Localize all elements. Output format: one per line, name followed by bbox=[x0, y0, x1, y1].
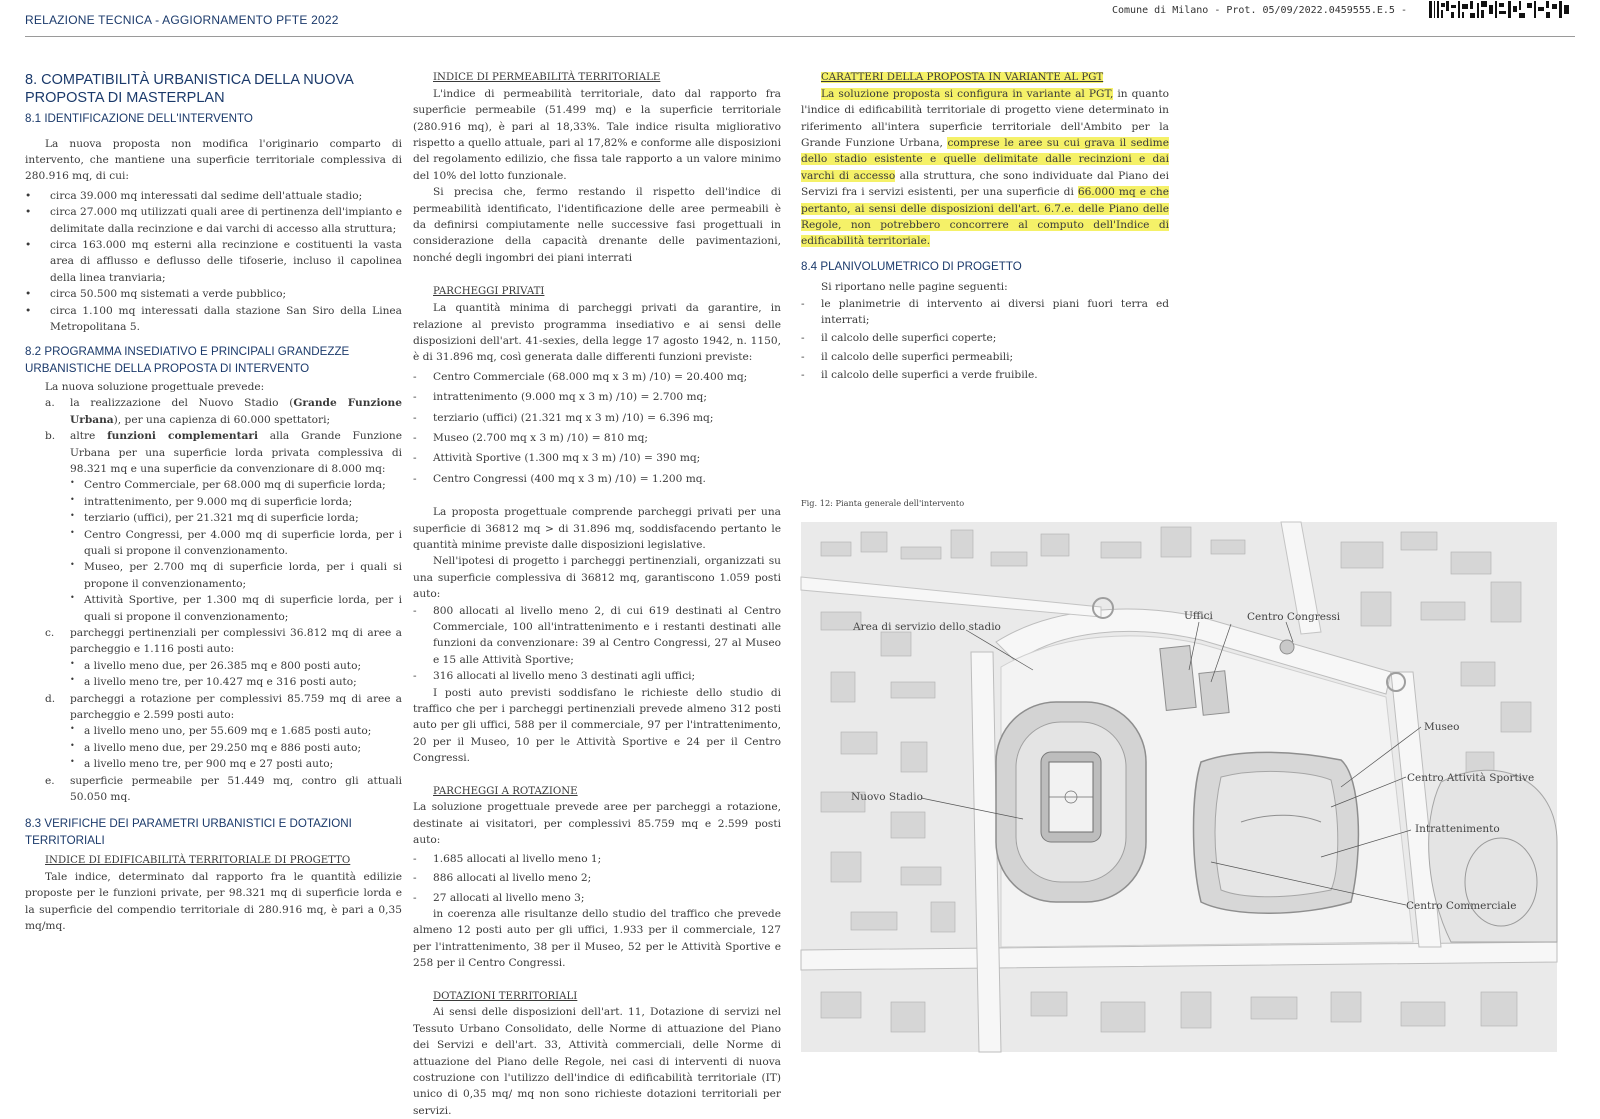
section-8-1-intro: La nuova proposta non modifica l'originario comparto di intervento, che mantiene una superficie territoriale complessiva di 280.916 mq, di cui: bbox=[25, 137, 402, 183]
list-item: - le planimetrie di intervento ai diversi piani fuori terra ed interrati; bbox=[801, 296, 1169, 329]
map-label-nuovo-stadio: Nuovo Stadio bbox=[851, 791, 923, 803]
list-item: - Centro Congressi (400 mq x 3 m) /10) = 1.200 mq. bbox=[413, 471, 781, 487]
section-8-2-title: 8.2 PROGRAMMA INSEDIATIVO E PRINCIPALI GRANDEZZE URBANISTICHE DELLA PROPOSTA DI INTERVENTO bbox=[25, 345, 350, 375]
list-item: - Museo (2.700 mq x 3 m) /10) = 810 mq; bbox=[413, 430, 781, 446]
figure-caption: Fig. 12: Pianta generale dell'intervento bbox=[801, 498, 965, 508]
list-item-a: a. la realizzazione del Nuovo Stadio (Grande Funzione Urbana), per una capienza di 60.000 spettatori; bbox=[45, 397, 402, 426]
section-8-4-intro: Si riportano nelle pagine seguenti: bbox=[821, 281, 1008, 294]
paragraph-variante: La soluzione proposta si configura in variante al PGT, in quanto l'indice di edificabilità territoriale di progetto viene determinato in riferimento all'intera superficie territoriale dell'Ambito per la Grande Funzione Urbana, comprese le aree su cui grava il sedime dello stadio esistente e quelle delimitate dalle recinzioni e dai varchi di accesso alla struttura, che sono individuate dal Piano dei Servizi fra i servizi esistenti, per una superficie di 66.000 mq e che pertanto, ai sensi delle disposizioni dell'art. 6.7.e. delle Piano delle Regole, non potrebbero concorrere al computo dell'Indice di edificabilità territoriale. bbox=[801, 87, 1169, 248]
section-8-1-title: 8.1 IDENTIFICAZIONE DELL'INTERVENTO bbox=[25, 112, 253, 126]
paragraph: L'indice di permeabilità territoriale, dato dal rapporto fra superficie permeabile (51.499 mq) e la superficie territoriale (280.916 mq), è pari al 18,33%. Tale indice risulta migliorativo rispetto a quello attuale, pari al 17,82% e conforme alle disposizioni del regolamento edilizio, che fissa tale rapporto a un valore minimo del 10% del lotto funzionale. bbox=[413, 87, 781, 182]
sub-list-d bbox=[70, 723, 402, 772]
section-8-4-title: 8.4 PLANIVOLUMETRICO DI PROGETTO bbox=[801, 259, 1022, 273]
sub-list-b bbox=[70, 477, 402, 625]
barcode-icon bbox=[1429, 1, 1569, 18]
map-label-intrattenimento: Intrattenimento bbox=[1415, 823, 1500, 835]
list-item-d: d. parcheggi a rotazione per complessivi 85.759 mq di aree a parcheggio e 2.599 posti auto: • a livello meno uno, per 55.609 mq e 1.685 posti auto; • a livello meno due, per 29.250 mq e 886 posti auto; • a livello meno tre, per 900 mq e 27 posti auto; bbox=[25, 691, 402, 773]
subsection-title: PARCHEGGI PRIVATI bbox=[433, 286, 545, 298]
list-item: • circa 1.100 mq interessati dalla stazione San Siro della Linea Metropolitana 5. bbox=[25, 303, 402, 336]
highlighted-text: comprese le aree su cui grava il sedime dello stadio esistente e quelle delimitate dalle recinzioni e dai varchi di accesso bbox=[801, 137, 1169, 182]
sub-list-item: • a livello meno due, per 29.250 mq e 886 posti auto; bbox=[70, 740, 402, 756]
column-middle bbox=[413, 70, 781, 1119]
list-item: - 27 allocati al livello meno 3; bbox=[413, 890, 781, 906]
sub-list-item: • a livello meno uno, per 55.609 mq e 1.685 posti auto; bbox=[70, 723, 402, 739]
map-label-attivita-sportive: Centro Attività Sportive bbox=[1407, 772, 1535, 784]
sub-list-item: • a livello meno due, per 26.385 mq e 800 posti auto; bbox=[70, 658, 402, 674]
subsection-title: PARCHEGGI A ROTAZIONE bbox=[433, 785, 578, 797]
sub-list-item: • a livello meno tre, per 10.427 mq e 316 posti auto; bbox=[70, 674, 402, 690]
highlighted-text: La soluzione proposta si configura in variante al PGT, bbox=[821, 87, 1114, 100]
list-item-e: e. superficie permeabile per 51.449 mq, contro gli attuali 50.050 mq. bbox=[45, 774, 402, 804]
list-item: • circa 163.000 mq esterni alla recinzione e costituenti la vasta area di afflusso e deflusso delle tifoserie, incluso il capolinea della linea tranviaria; bbox=[25, 237, 402, 286]
section-8-3-text: Tale indice, determinato dal rapporto fra le quantità edilizie proposte per le funzioni private, per 98.321 mq di superficie lorda e la superficie del compendio territoriale di 280.916 mq, è pari a 0,35 mq/mq. bbox=[25, 870, 402, 932]
section-8-3-title: 8.3 VERIFICHE DEI PARAMETRI URBANISTICI E DOTAZIONI TERRITORIALI bbox=[25, 817, 352, 847]
paragraph: La soluzione progettuale prevede aree per parcheggi a rotazione, destinate ai visitatori, per complessivi 85.759 mq e 2.599 posti auto: bbox=[413, 801, 781, 847]
list-item: - Centro Commerciale (68.000 mq x 3 m) /10) = 20.400 mq; bbox=[413, 369, 781, 385]
parking-calc-list bbox=[413, 369, 781, 487]
column-left bbox=[25, 70, 402, 934]
list-item: - 886 allocati al livello meno 2; bbox=[413, 870, 781, 886]
list-item: - intrattenimento (9.000 mq x 3 m) /10) = 2.700 mq; bbox=[413, 389, 781, 405]
sub-list-item: • Centro Commerciale, per 68.000 mq di superficie lorda; bbox=[70, 477, 402, 493]
sub-list-item: • a livello meno tre, per 900 mq e 27 posti auto; bbox=[70, 756, 402, 772]
page-header bbox=[25, 0, 1575, 37]
list-item: - il calcolo delle superfici permeabili; bbox=[801, 349, 1169, 365]
section-8-4-list bbox=[801, 296, 1169, 384]
sub-list-c bbox=[70, 658, 402, 691]
paragraph: Nell'ipotesi di progetto i parcheggi pertinenziali, organizzati su una superficie complessiva di 36812 mq, garantiscono 1.059 posti auto: bbox=[413, 555, 781, 601]
paragraph: I posti auto previsti soddisfano le richieste dello studio di traffico che per i parcheggi pertinenziali prevede almeno 312 posti auto per gli uffici, 588 per il commerciale, 97 per l'intrattenimento, 20 per il Museo, 10 per le Attività Sportive e 24 per il Centro Congressi. bbox=[413, 686, 781, 765]
paragraph: La proposta progettuale comprende parcheggi privati per una superficie di 36812 mq > di 31.896 mq, soddisfacendo pertanto le quantità minime previste dalle disposizioni legislative. bbox=[413, 506, 781, 551]
map-label-centro-commerciale: Centro Commerciale bbox=[1406, 900, 1517, 912]
list-item: - 316 allocati al livello meno 3 destinati agli uffici; bbox=[413, 668, 781, 684]
list-item: • circa 50.500 mq sistemati a verde pubblico; bbox=[25, 286, 402, 302]
section-8-2-list bbox=[25, 395, 402, 805]
column-right bbox=[801, 70, 1169, 384]
subsection-title: DOTAZIONI TERRITORIALI bbox=[433, 990, 578, 1002]
subsection-title: INDICE DI EDIFICABILITÀ TERRITORIALE DI PROGETTO bbox=[45, 854, 351, 866]
paragraph: La quantità minima di parcheggi privati da garantire, in relazione al previsto programma insediativo e ai sensi delle disposizioni dell'art. 41-sexies, della legge 17 agosto 1942, n. 1150, è di 31.896 mq, così generata dalle differenti funzioni previste: bbox=[413, 302, 781, 364]
subsection-title: INDICE DI PERMEABILITÀ TERRITORIALE bbox=[433, 72, 661, 83]
list-item: • circa 27.000 mq utilizzati quali aree di pertinenza dell'impianto e delimitate dalla recinzione e dai varchi di accesso alla struttura; bbox=[25, 204, 402, 237]
sub-list-item: • Attività Sportive, per 1.300 mq di superficie lorda, per i quali si propone il convenzionamento; bbox=[70, 592, 402, 625]
section-8-2-intro: La nuova soluzione progettuale prevede: bbox=[45, 380, 265, 393]
highlighted-text: 66.000 mq e che pertanto, ai sensi delle disposizioni dell'art. 6.7.e. delle Piano delle Regole, non potrebbero concorrere al computo dell'Indice di edificabilità territoriale. bbox=[801, 186, 1169, 248]
sub-list-item: • Museo, per 2.700 mq di superficie lorda, per i quali si propone il convenzionamento; bbox=[70, 559, 402, 592]
map-label-centro-congressi: Centro Congressi bbox=[1247, 611, 1341, 623]
paragraph: Ai sensi delle disposizioni dell'art. 11, Dotazione di servizi nel Tessuto Urbano Consolidato, delle Norme di attuazione del Piano dei Servizi e dell'art. 33, Attività commerciali, delle Norme di attuazione del Piano delle Regole, nei casi di interventi di nuova costruzione con l'utilizzo dell'indice di edificabilità territoriale (IT) unico di 0,35 mq/ mq non sono richieste dotazioni territoriali per servizi. bbox=[413, 1006, 781, 1117]
list-item: - il calcolo delle superfici coperte; bbox=[801, 330, 1169, 346]
list-item-c: c. parcheggi pertinenziali per complessivi 36.812 mq di aree a parcheggio e 1.116 posti auto: • a livello meno due, per 26.385 mq e 800 posti auto; • a livello meno tre, per 10.427 mq e 316 posti auto; bbox=[25, 625, 402, 691]
sub-list-item: • intrattenimento, per 9.000 mq di superficie lorda; bbox=[70, 494, 402, 510]
sub-list-item: • terziario (uffici), per 21.321 mq di superficie lorda; bbox=[70, 510, 402, 526]
section-8-1-list bbox=[25, 188, 402, 336]
subsection-title: CARATTERI DELLA PROPOSTA IN VARIANTE AL PGT bbox=[821, 72, 1104, 83]
protocol-stamp: Comune di Milano - Prot. 05/09/2022.0459555.E.5 - bbox=[1111, 5, 1407, 16]
map-label-museo: Museo bbox=[1424, 721, 1460, 733]
document-title: RELAZIONE TECNICA - AGGIORNAMENTO PFTE 2022 bbox=[25, 13, 339, 27]
rotation-parking-list bbox=[413, 851, 781, 906]
list-item: - Attività Sportive (1.300 mq x 3 m) /10) = 390 mq; bbox=[413, 450, 781, 466]
list-item: - il calcolo delle superfici a verde fruibile. bbox=[801, 367, 1169, 383]
paragraph: in coerenza alle risultanze dello studio del traffico che prevede almeno 12 posti auto per gli uffici, 1.933 per il commerciale, 127 per l'intrattenimento, 38 per il Museo, 52 per le Attività Sportive e 258 per il Centro Congressi. bbox=[413, 907, 781, 970]
section-8-title: 8. COMPATIBILITÀ URBANISTICA DELLA NUOVA PROPOSTA DI MASTERPLAN bbox=[25, 72, 353, 106]
list-item: - terziario (uffici) (21.321 mq x 3 m) /10) = 6.396 mq; bbox=[413, 410, 781, 426]
list-item: • circa 39.000 mq interessati dal sedime dell'attuale stadio; bbox=[25, 188, 402, 204]
list-item: - 800 allocati al livello meno 2, di cui 619 destinati al Centro Commerciale, 100 all'intrattenimento e i restanti destinati alle funzioni da convenzionare: 39 al Centro Congressi, 27 al Museo e 15 alle Attività Sportive; bbox=[413, 603, 781, 669]
list-item: - 1.685 allocati al livello meno 1; bbox=[413, 851, 781, 867]
site-plan-figure bbox=[801, 522, 1557, 1052]
map-label-area-servizio: Area di servizio dello stadio bbox=[853, 621, 1001, 633]
parking-allocation-list bbox=[413, 603, 781, 685]
map-label-uffici: Uffici bbox=[1184, 610, 1213, 622]
sub-list-item: • Centro Congressi, per 4.000 mq di superficie lorda, per i quali si propone il convenzionamento. bbox=[70, 527, 402, 560]
paragraph: Si precisa che, fermo restando il rispetto dell'indice di permeabilità identificato, l'identificazione delle aree permeabili è da definirsi compiutamente nelle successive fasi progettuali in considerazione della capacità drenante delle pavimentazioni, nonché degli ingombri dei piani interrati bbox=[413, 186, 781, 264]
list-item-b: b. altre funzioni complementari alla Grande Funzione Urbana per una superficie lorda privata complessiva di 98.321 mq e una superficie da convenzionare di 8.000 mq: • Centro Commerciale, per 68.000 mq di superficie lorda; • intrattenimento, per 9.000 mq di superficie lorda; • terziario (uffici), per 21.321 mq di superficie lorda; • Centro Congressi, per 4.000 mq di superficie lorda, per i quali si propone il convenzionamento. • Museo, per 2.700 mq di superficie lorda, per i quali si propone il convenzionamento; • Attività Sportive, per 1.300 mq di superficie lorda, per i quali si propone il convenzionamento; bbox=[25, 428, 402, 625]
stadium-shape bbox=[996, 702, 1146, 902]
